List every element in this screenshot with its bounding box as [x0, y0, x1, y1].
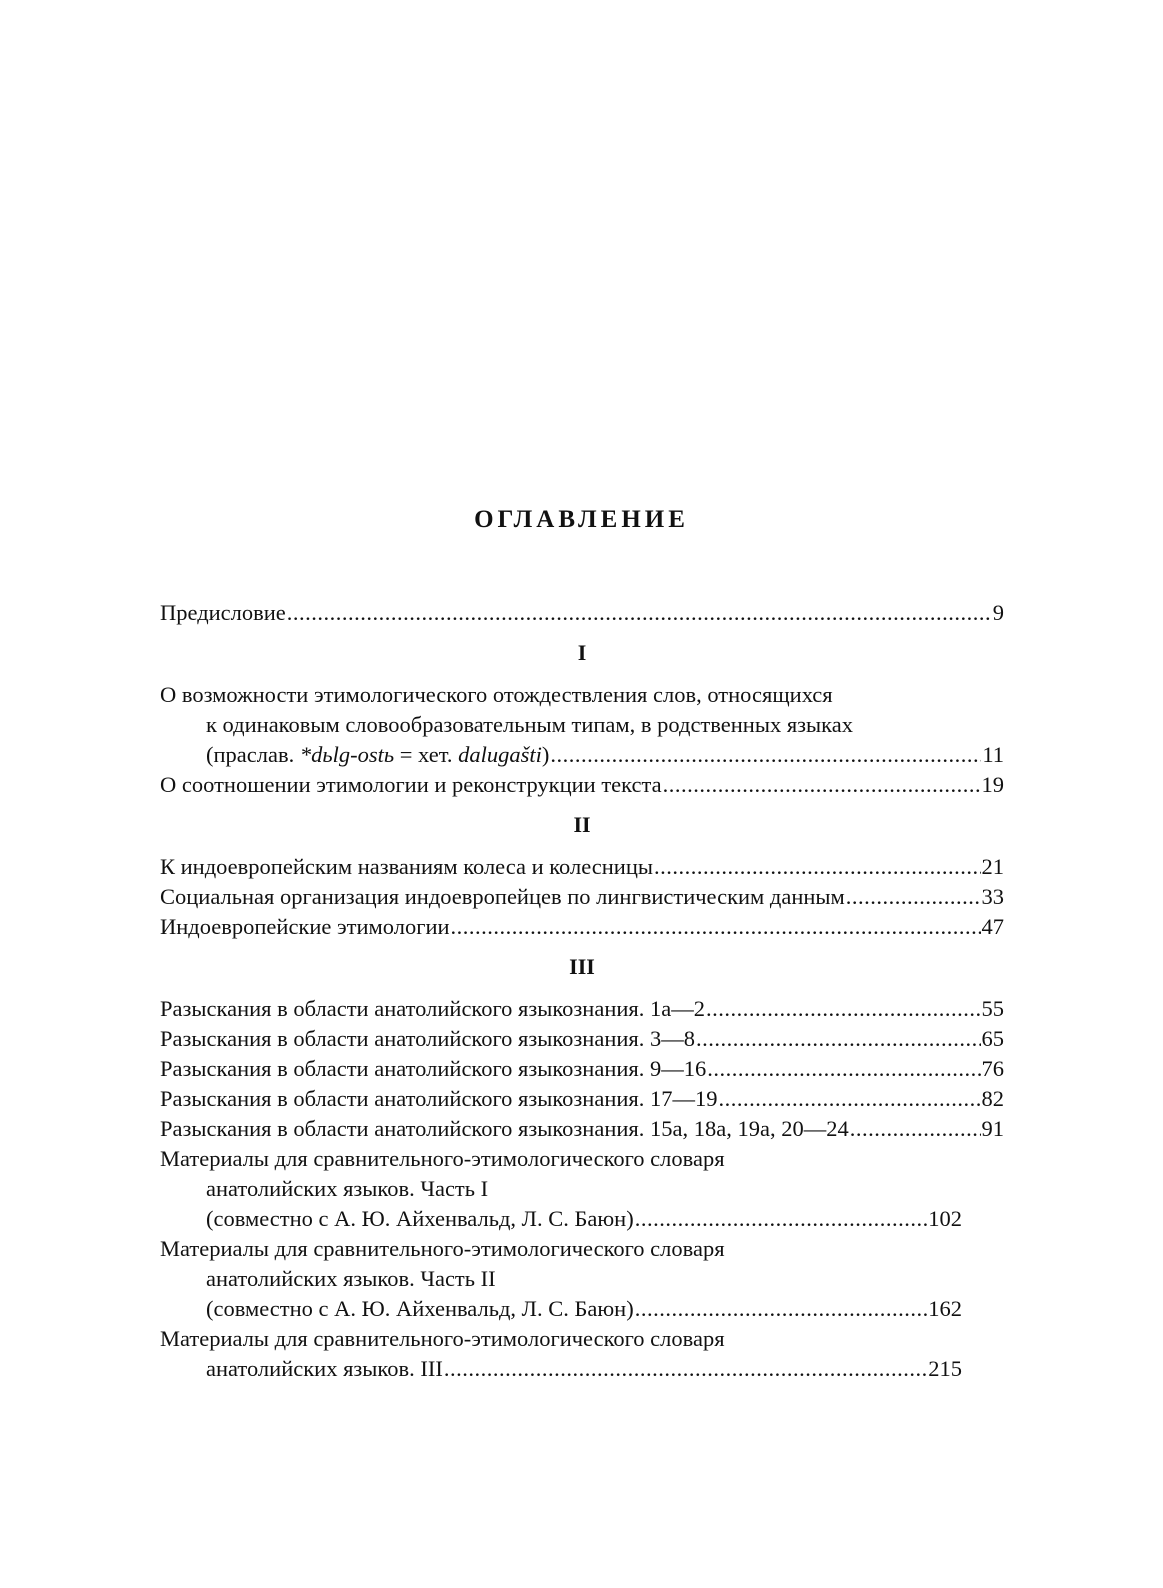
toc-entry[interactable] [160, 882, 1004, 912]
toc-entry[interactable] [160, 1024, 1004, 1054]
toc-entry-title: Разыскания в области анатолийского языкознания. 17—19 [160, 1086, 718, 1111]
section-heading-2: II [573, 812, 591, 837]
toc-entry[interactable] [160, 1054, 1004, 1084]
toc-page-number: 11 [982, 742, 1004, 767]
toc-page-number: 82 [981, 1086, 1004, 1111]
toc-entry-title: О соотношении этимологии и реконструкции текста [160, 772, 662, 797]
toc-page-number: 102 [928, 1206, 962, 1231]
toc-page-number: 65 [981, 1026, 1004, 1051]
toc-entry-title-line: Материалы для сравнительного-этимологического словаря [160, 1236, 725, 1261]
dot-leader [550, 740, 981, 770]
section-heading-3: III [569, 954, 595, 979]
toc-page-number: 162 [928, 1296, 962, 1321]
toc-entry[interactable] [160, 912, 1004, 942]
toc-entry-title-line [206, 740, 549, 770]
toc-entry[interactable] [160, 852, 1004, 882]
toc-entry-preface[interactable] [160, 598, 1004, 628]
toc-entry-title: Разыскания в области анатолийского языкознания. 9—16 [160, 1056, 707, 1081]
toc-entry-title: Предисловие [160, 600, 286, 625]
toc-page-number: 19 [981, 772, 1004, 797]
italic-form: *dьlg-ostь [299, 742, 395, 767]
toc-page-number: 76 [981, 1056, 1004, 1081]
toc-page-number: 33 [981, 884, 1004, 909]
toc-page-number: 21 [981, 854, 1004, 879]
toc-entry-title: К индоевропейским названиям колеса и колесницы [160, 854, 654, 879]
toc-entry-title: Индоевропейские этимологии [160, 914, 450, 939]
toc-entry-title-line: анатолийских языков. Часть I [206, 1176, 489, 1201]
dot-leader [719, 1084, 981, 1114]
toc-page-number: 55 [981, 996, 1004, 1021]
section-heading-1: I [577, 640, 587, 665]
toc-entry-title-line: анатолийских языков. Часть II [206, 1266, 496, 1291]
toc-entry-title-line: анатолийских языков. III [206, 1356, 443, 1381]
toc-entry[interactable] [160, 1234, 1004, 1324]
toc-entry[interactable] [160, 680, 1004, 770]
toc-entry-title-line: О возможности этимологического отождествления слов, относящихся [160, 682, 833, 707]
toc-entry-title-line: (совместно с А. Ю. Айхенвальд, Л. С. Баюн) [206, 1206, 634, 1231]
dot-leader [654, 852, 980, 882]
page-title: ОГЛАВЛЕНИЕ [474, 506, 689, 533]
toc-entry-title: Разыскания в области анатолийского языкознания. 3—8 [160, 1026, 696, 1051]
toc-entry-title-line: Материалы для сравнительного-этимологического словаря [160, 1326, 725, 1351]
toc-entry-title-line: (совместно с А. Ю. Айхенвальд, Л. С. Баюн) [206, 1296, 634, 1321]
dot-leader [696, 1024, 980, 1054]
text-fragment: = хет. [394, 742, 459, 767]
toc-entry[interactable] [160, 1084, 1004, 1114]
dot-leader [635, 1294, 928, 1324]
table-of-contents [160, 598, 1004, 1384]
dot-leader [846, 882, 981, 912]
dot-leader [451, 912, 981, 942]
toc-entry-title-line: к одинаковым словообразовательным типам, в родственных языках [206, 712, 853, 737]
toc-entry[interactable] [160, 1324, 1004, 1384]
dot-leader [444, 1354, 927, 1384]
toc-page-number: 91 [981, 1116, 1004, 1141]
dot-leader [287, 598, 992, 628]
text-fragment: ) [541, 742, 550, 767]
toc-entry[interactable] [160, 1144, 1004, 1234]
toc-entry-title-line: Материалы для сравнительного-этимологического словаря [160, 1146, 725, 1171]
dot-leader [850, 1114, 981, 1144]
italic-form: dalugašti [458, 742, 542, 767]
toc-entry-title: Социальная организация индоевропейцев по лингвистическим данным [160, 884, 845, 909]
dot-leader [707, 1054, 980, 1084]
dot-leader [706, 994, 981, 1024]
toc-entry-title: Разыскания в области анатолийского языкознания. 15а, 18а, 19а, 20—24 [160, 1116, 849, 1141]
dot-leader [663, 770, 981, 800]
toc-entry[interactable] [160, 1114, 1004, 1144]
toc-page-number: 215 [928, 1356, 962, 1381]
dot-leader [635, 1204, 928, 1234]
toc-entry-title: Разыскания в области анатолийского языкознания. 1а—2 [160, 996, 705, 1021]
toc-page-number: 9 [992, 600, 1004, 625]
toc-page-number: 47 [981, 914, 1004, 939]
toc-entry[interactable] [160, 770, 1004, 800]
toc-entry[interactable] [160, 994, 1004, 1024]
text-fragment: (праслав. [206, 742, 300, 767]
